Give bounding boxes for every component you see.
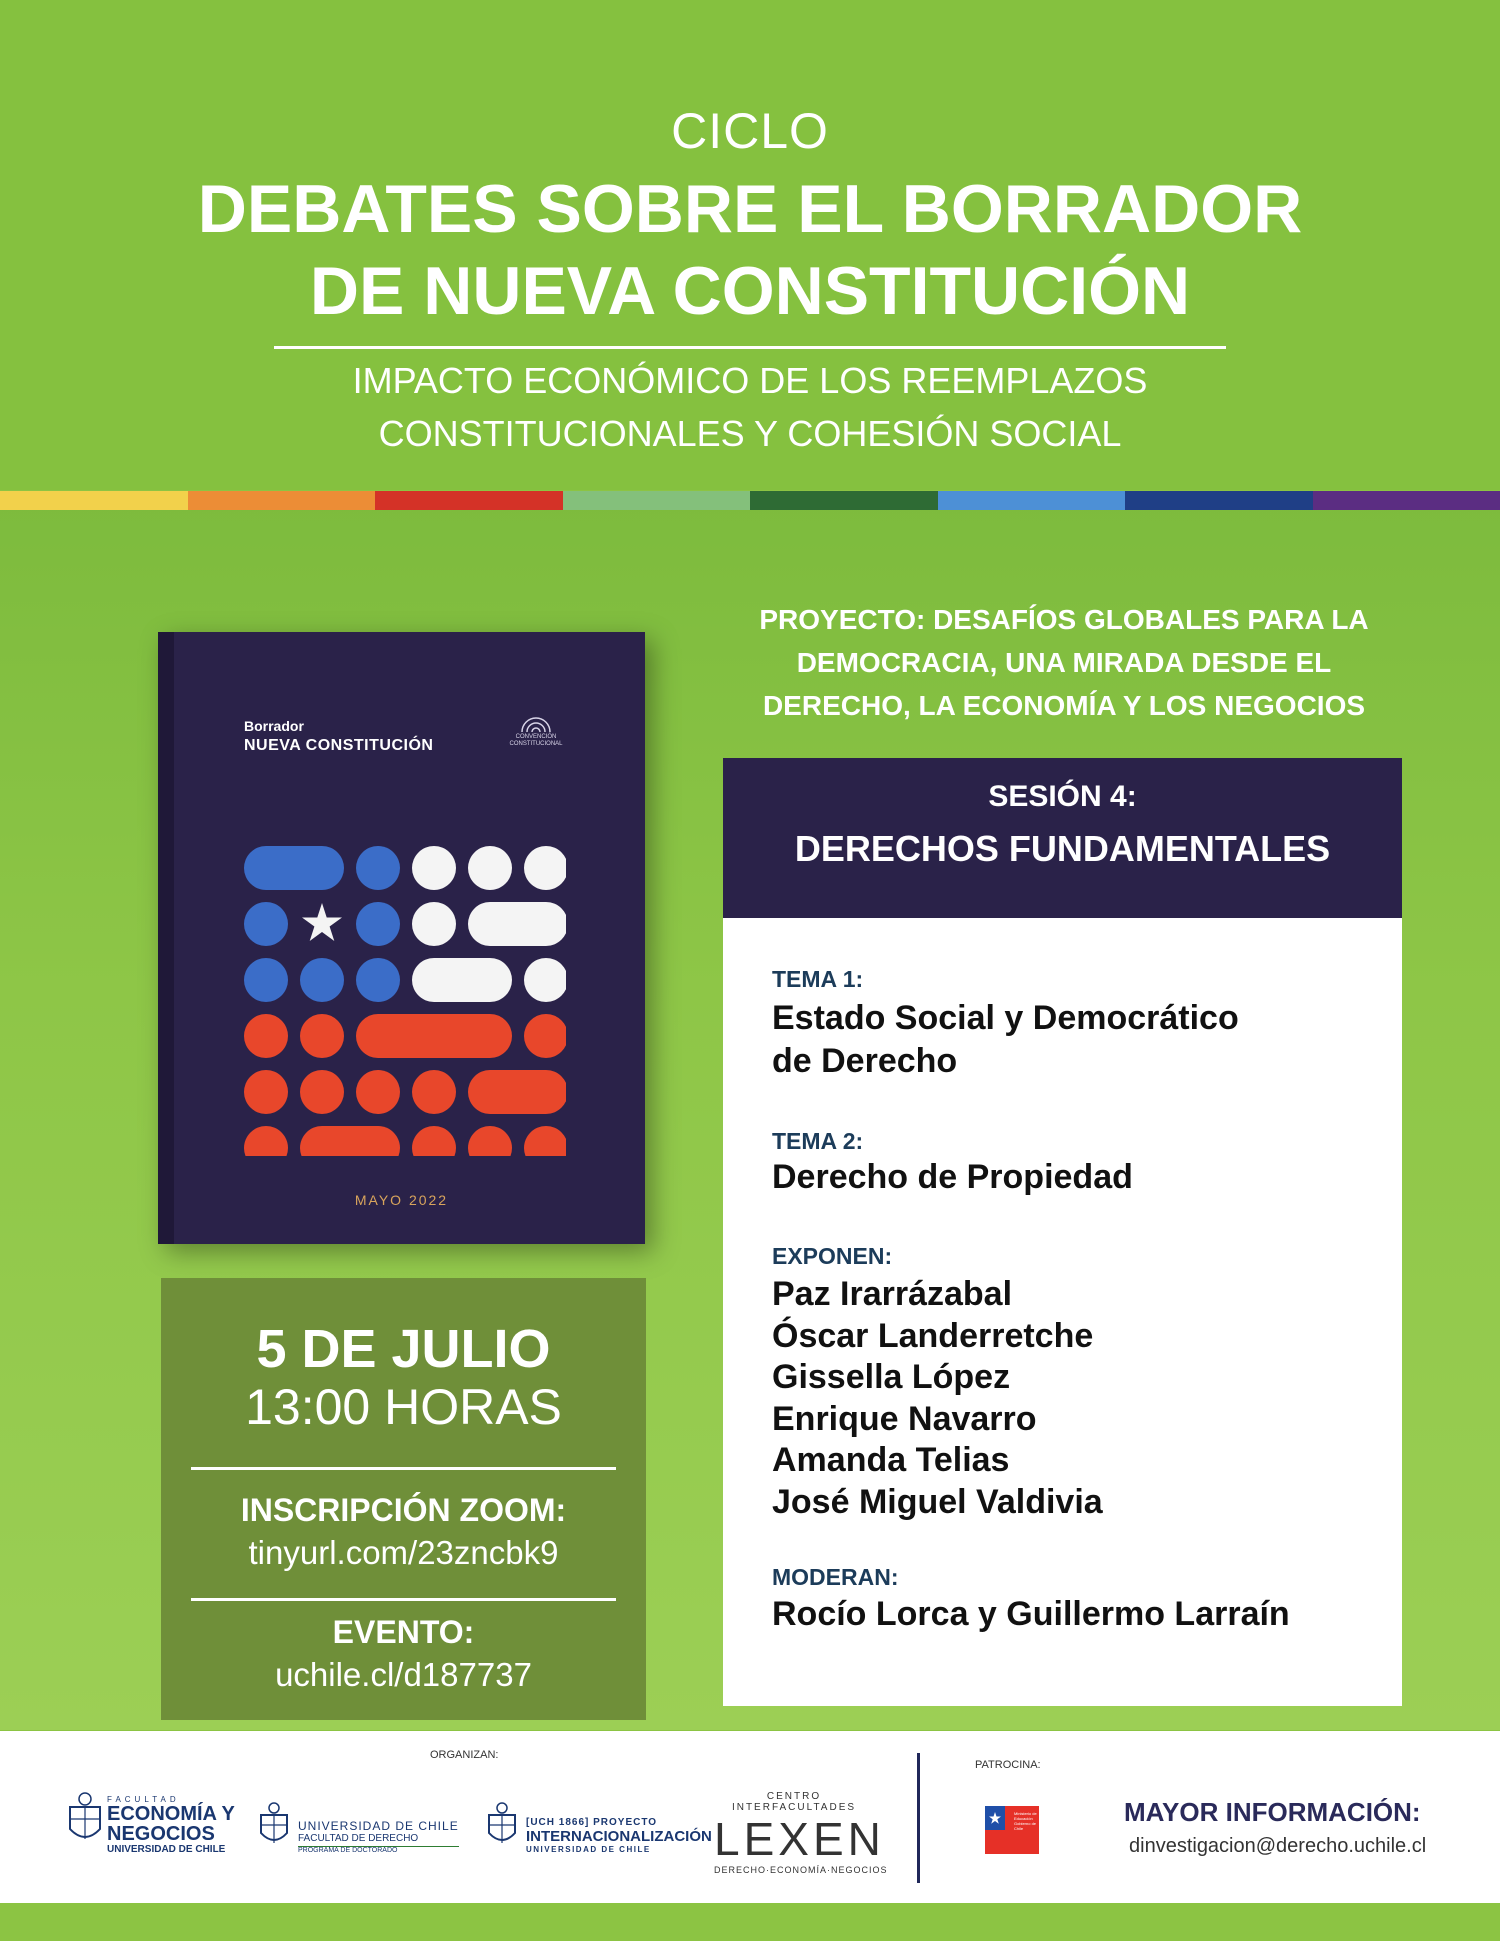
logo3-bottom: UNIVERSIDAD DE CHILE <box>526 1845 651 1854</box>
flag-dot <box>524 1126 566 1156</box>
logo2-name: UNIVERSIDAD DE CHILE <box>298 1819 459 1833</box>
flag-dot <box>244 902 288 946</box>
page-title <box>0 168 1500 332</box>
color-stripe-7 <box>1125 491 1313 510</box>
moderators-label: MODERAN: <box>772 1564 899 1590</box>
session-name: DERECHOS FUNDAMENTALES <box>794 828 1331 869</box>
event-divider-2 <box>191 1598 616 1601</box>
lexen-top: CENTRO INTERFACULTADES <box>731 1791 857 1813</box>
speakers-label: EXPONEN: <box>772 1243 893 1269</box>
subtitle <box>0 354 1500 460</box>
footer-divider <box>917 1753 920 1883</box>
title-divider <box>274 346 1226 349</box>
flag-dot <box>300 1014 344 1058</box>
session-details <box>723 918 1402 1706</box>
organizers-label: ORGANIZAN: <box>430 1749 499 1761</box>
tema-1-line-2: de Derecho <box>772 1042 958 1080</box>
book-date: MAYO 2022 <box>354 1192 449 1208</box>
sponsor-label: PATROCINA: <box>975 1759 1041 1771</box>
color-stripe-4 <box>563 491 751 510</box>
speaker-name: Enrique Navarro <box>772 1399 1037 1438</box>
title-line-2: DE NUEVA CONSTITUCIÓN <box>309 253 1191 329</box>
lexen-name: LEXEN <box>714 1813 885 1865</box>
logo-internacionalizacion <box>526 1817 712 1854</box>
logo1-name-2: NEGOCIOS <box>107 1823 215 1845</box>
logo-facultad-derecho <box>298 1819 459 1854</box>
flag-dot <box>356 846 400 890</box>
color-stripe-bar <box>0 491 1500 510</box>
flag-dot <box>468 1126 512 1156</box>
convention-logo-line-1: CONVENCIÓN <box>515 734 557 740</box>
subtitle-line-1: IMPACTO ECONÓMICO DE LOS REEMPLAZOS <box>352 360 1148 401</box>
flag-dot <box>244 1126 288 1156</box>
event-link-label: EVENTO: <box>332 1614 475 1650</box>
ministry-line-2: Educación <box>1014 1816 1033 1821</box>
speaker-name: Paz Irarrázabal <box>772 1275 1013 1313</box>
project-title <box>730 598 1398 727</box>
logo3-top: [UCH 1866] PROYECTO <box>526 1817 658 1828</box>
logo1-name-1: ECONOMÍA Y <box>107 1803 235 1825</box>
speaker-name: Amanda Telias <box>772 1441 1010 1479</box>
logo2-sub-1: FACULTAD DE DERECHO <box>298 1833 419 1844</box>
logo1-bottom: UNIVERSIDAD DE CHILE <box>107 1844 226 1855</box>
project-line-2: DEMOCRACIA, UNA MIRADA DESDE EL <box>796 647 1332 678</box>
convention-arc-icon <box>519 714 553 734</box>
event-link[interactable]: uchile.cl/d187737 <box>275 1656 532 1693</box>
pre-title: CICLO <box>671 103 829 159</box>
book-pre-title: Borrador <box>244 718 304 734</box>
flag-pill <box>468 1070 566 1114</box>
flag-pill <box>412 958 512 1002</box>
project-line-1: PROYECTO: DESAFÍOS GLOBALES PARA LA <box>759 604 1369 635</box>
flag-dot <box>412 846 456 890</box>
flag-dot <box>524 846 566 890</box>
logo-economia-negocios <box>107 1795 235 1855</box>
moderators-names: Rocío Lorca y Guillermo Larraín <box>772 1595 1290 1633</box>
tema-2-label: TEMA 2: <box>772 1128 864 1154</box>
more-info-label: MAYOR INFORMACIÓN: <box>1124 1797 1421 1827</box>
color-stripe-3 <box>375 491 563 510</box>
ministry-line-3: Gobierno de Chile <box>1014 1821 1037 1831</box>
footer <box>0 1731 1500 1903</box>
header <box>0 0 1500 490</box>
flag-star-icon <box>302 903 342 941</box>
flag-dot <box>300 958 344 1002</box>
logo3-name: INTERNACIONALIZACIÓN <box>526 1828 712 1845</box>
flag-pill <box>468 902 566 946</box>
lexen-bottom: DERECHO·ECONOMÍA·NEGOCIOS <box>714 1865 888 1875</box>
flag-dot <box>356 958 400 1002</box>
flag-illustration <box>244 846 566 1156</box>
flag-dot <box>524 1014 566 1058</box>
tema-1-line-1: Estado Social y Democrático <box>772 999 1239 1037</box>
flag-dot <box>244 958 288 1002</box>
flag-dot <box>468 846 512 890</box>
logo2-sub-2: PROGRAMA DE DOCTORADO <box>298 1846 459 1854</box>
color-stripe-6 <box>938 491 1126 510</box>
event-info-box <box>161 1278 646 1720</box>
more-info-email[interactable]: dinvestigacion@derecho.uchile.cl <box>1129 1835 1427 1857</box>
book-spine <box>158 632 174 1244</box>
flag-dot <box>524 958 566 1002</box>
bottom-band <box>0 1903 1500 1941</box>
project-line-3: DERECHO, LA ECONOMÍA Y LOS NEGOCIOS <box>762 690 1366 721</box>
flag-dot <box>244 1070 288 1114</box>
flag-dot <box>356 902 400 946</box>
uchile-internacionalizacion-crest-icon <box>486 1801 518 1849</box>
title-line-1: DEBATES SOBRE EL BORRADOR <box>197 171 1303 247</box>
flag-dot <box>412 902 456 946</box>
flag-pill <box>244 846 344 890</box>
book-cover <box>158 632 645 1244</box>
color-stripe-1 <box>0 491 188 510</box>
event-divider <box>191 1467 616 1470</box>
flag-dot <box>412 1126 456 1156</box>
tema-1-label: TEMA 1: <box>772 966 864 992</box>
convention-logo-line-2: CONSTITUCIONAL <box>509 741 563 747</box>
ministry-line-1: Ministerio de <box>1014 1811 1037 1816</box>
logo-lexen <box>714 1791 888 1875</box>
flag-dot <box>244 1014 288 1058</box>
convention-logo <box>506 714 566 748</box>
color-stripe-5 <box>750 491 938 510</box>
session-number: SESIÓN 4: <box>988 780 1137 813</box>
event-date: 5 DE JULIO <box>256 1319 551 1379</box>
registration-label: INSCRIPCIÓN ZOOM: <box>240 1492 567 1528</box>
book-title: NUEVA CONSTITUCIÓN <box>244 737 434 754</box>
speakers-list <box>772 1274 1103 1523</box>
color-stripe-2 <box>188 491 376 510</box>
flag-dot <box>300 1070 344 1114</box>
flag-pill <box>356 1014 512 1058</box>
subtitle-line-2: CONSTITUCIONALES Y COHESIÓN SOCIAL <box>378 413 1122 454</box>
tema-2-text: Derecho de Propiedad <box>772 1158 1133 1196</box>
speaker-name: José Miguel Valdivia <box>772 1482 1103 1521</box>
flag-pill <box>300 1126 400 1156</box>
speaker-name: Óscar Landerretche <box>772 1316 1094 1355</box>
session-header <box>723 758 1402 918</box>
uchile-crest-icon <box>66 1791 104 1847</box>
flag-dot <box>356 1070 400 1114</box>
logo1-top: FACULTAD <box>107 1795 180 1804</box>
event-time: 13:00 HORAS <box>245 1379 562 1435</box>
registration-link[interactable]: tinyurl.com/23zncbk9 <box>248 1534 559 1571</box>
color-stripe-8 <box>1313 491 1500 510</box>
flag-dot <box>412 1070 456 1114</box>
speaker-name: Gissella López <box>772 1358 1011 1396</box>
ministry-text <box>1014 1811 1044 1831</box>
uchile-derecho-crest-icon <box>258 1801 290 1849</box>
